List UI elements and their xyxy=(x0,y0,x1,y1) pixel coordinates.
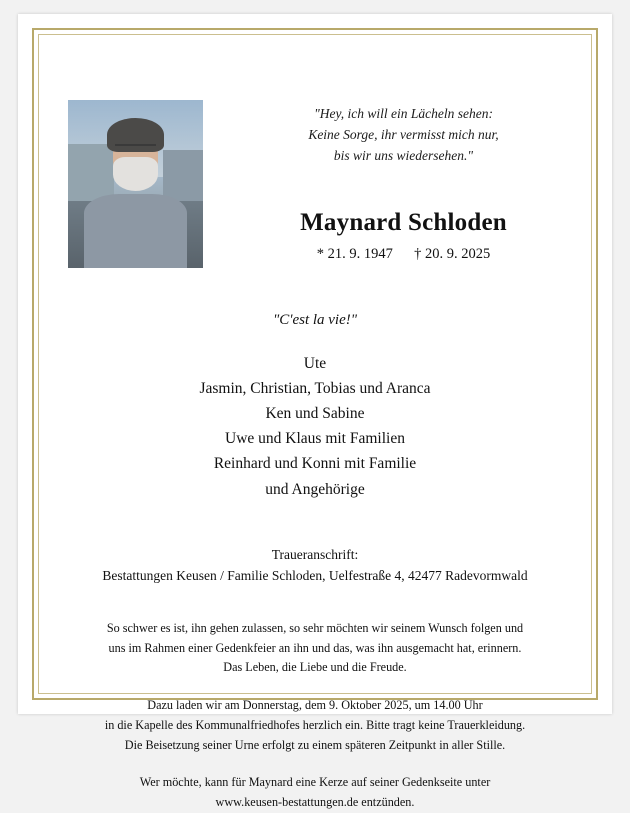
paragraph-line: uns im Rahmen einer Gedenkfeier an ihn und das, was ihn ausgemacht hat, erinnern. xyxy=(108,640,522,655)
header-text-block xyxy=(203,100,584,263)
paragraph-line: Die Beisetzung seiner Urne erfolgt zu einem späteren Zeitpunkt in aller Stille. xyxy=(124,737,506,752)
paragraph xyxy=(46,773,584,813)
memorial-page-url[interactable]: www.keusen-bestattungen.de entzünden. xyxy=(215,795,415,810)
family-section xyxy=(46,312,584,502)
photo-person-beard xyxy=(113,157,159,191)
memorial-quote xyxy=(229,104,578,167)
portrait-photo-wrapper xyxy=(68,100,203,268)
paragraph-line: in die Kapelle des Kommunalfriedhofes herzlich ein. Bitte tragt keine Trauerkleidung. xyxy=(104,717,526,732)
family-line: Ute xyxy=(303,355,327,372)
paragraph-line: Wer möchte, kann für Maynard eine Kerze auf seiner Gedenkseite unter xyxy=(139,775,491,790)
deceased-name: Maynard Schloden xyxy=(300,208,507,236)
paragraph-line: Das Leben, die Liebe und die Freude. xyxy=(223,660,407,675)
life-dates xyxy=(229,246,578,263)
quote-line: bis wir uns wiedersehen." xyxy=(333,147,474,163)
family-line: Uwe und Klaus mit Familien xyxy=(225,430,405,448)
death-date: † 20. 9. 2025 xyxy=(414,245,491,262)
paragraph xyxy=(46,696,584,755)
quote-line: Keine Sorge, ihr vermisst mich nur, xyxy=(308,126,499,142)
family-line: Jasmin, Christian, Tobias und Aranca xyxy=(199,380,431,398)
paragraph-line: So schwer es ist, ihn gehen zulassen, so sehr möchten wir seinem Wunsch folgen und xyxy=(106,620,524,635)
address-label: Traueranschrift: xyxy=(271,546,359,562)
portrait-photo xyxy=(68,100,203,268)
condolence-address xyxy=(46,544,584,587)
family-line: Ken und Sabine xyxy=(265,405,365,423)
birth-date: * 21. 9. 1947 xyxy=(316,245,393,262)
paragraph-line: Dazu laden wir am Donnerstag, dem 9. Oktober 2025, um 14.00 Uhr xyxy=(147,698,483,713)
family-list xyxy=(46,351,584,502)
photo-person-glasses xyxy=(115,144,156,154)
family-line: Reinhard und Konni mit Familie xyxy=(213,455,417,473)
family-line: und Angehörige xyxy=(265,480,365,498)
quote-line: "Hey, ich will ein Lächeln sehen: xyxy=(314,106,493,121)
paragraph xyxy=(46,619,584,678)
announcement-text xyxy=(46,619,584,813)
memorial-card xyxy=(18,14,612,810)
header-section xyxy=(46,42,584,268)
card-content xyxy=(46,42,584,810)
address-value: Bestattungen Keusen / Familie Schloden, Uelfestraße 4, 42477 Radevormwald xyxy=(102,568,528,584)
motto-text: "C'est la vie!" xyxy=(272,312,358,328)
photo-person-body xyxy=(84,194,187,268)
